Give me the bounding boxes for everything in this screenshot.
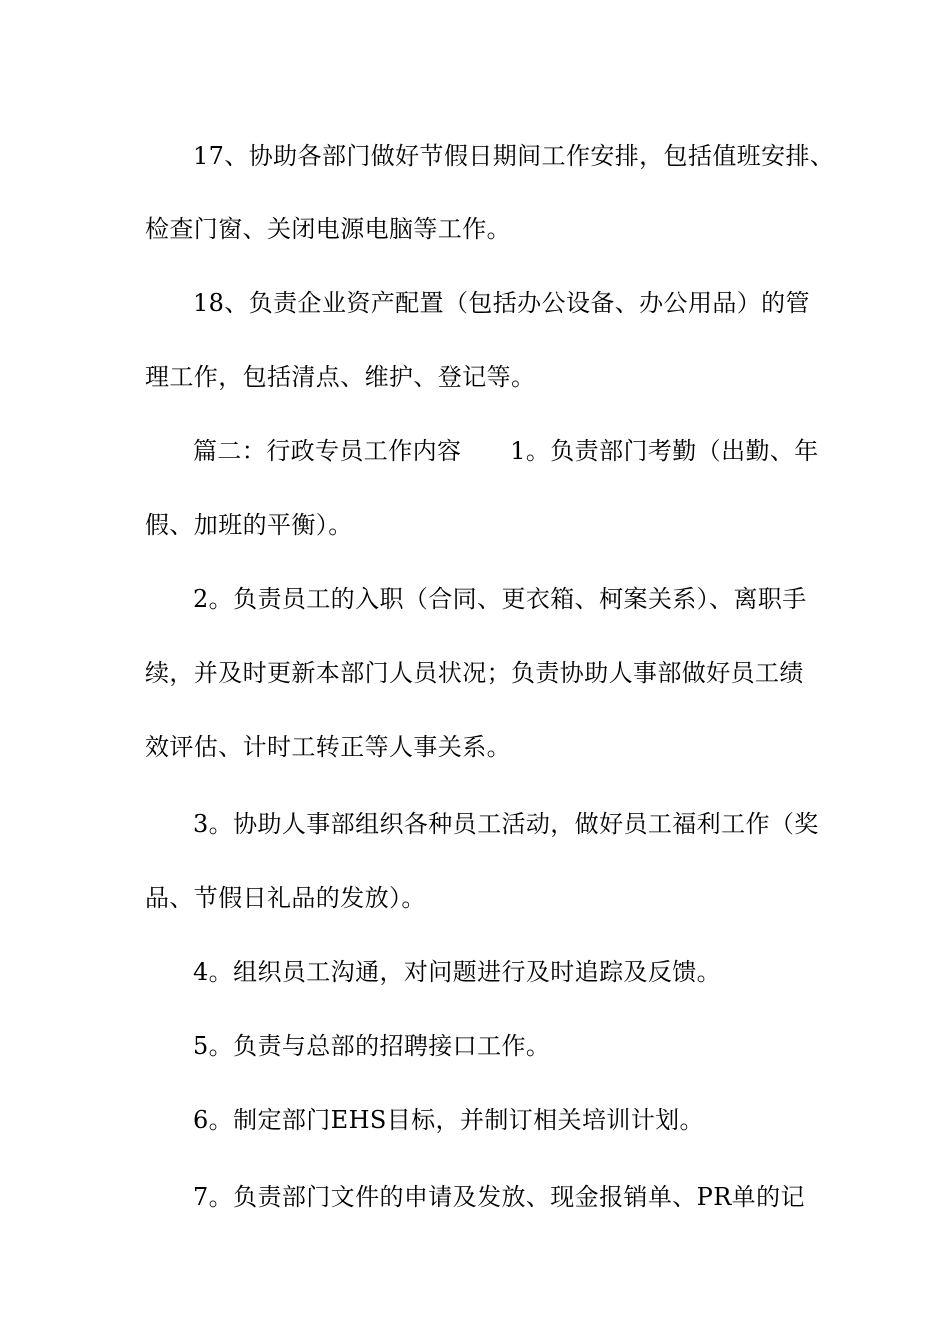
- section-2-heading-line-2: 假、加班的平衡）。: [145, 511, 353, 539]
- item-2-line-3: 效评估、计时工转正等人事关系。: [145, 733, 511, 761]
- paragraph-18-line-1: 18、负责企业资产配置（包括办公设备、办公用品）的管: [193, 289, 810, 317]
- item-4-line-1: 4。组织员工沟通，对问题进行及时追踪及反馈。: [193, 958, 722, 986]
- paragraph-17-line-1: 17、协助各部门做好节假日期间工作安排，包括值班安排、: [193, 142, 835, 170]
- item-7-line-1: 7。负责部门文件的申请及发放、现金报销单、PR单的记: [193, 1183, 805, 1211]
- item-2-line-2: 续，并及时更新本部门人员状况；负责协助人事部做好员工绩: [145, 659, 804, 687]
- item-5-line-1: 5。负责与总部的招聘接口工作。: [193, 1032, 551, 1060]
- item-2-line-1: 2。负责员工的入职（合同、更衣箱、柯案关系）、离职手: [193, 585, 807, 613]
- paragraph-18-line-2: 理工作，包括清点、维护、登记等。: [145, 363, 536, 391]
- item-3-line-1: 3。协助人事部组织各种员工活动，做好员工福利工作（奖: [193, 810, 819, 838]
- section-2-heading-line-1: 篇二：行政专员工作内容 1。负责部门考勤（出勤、年: [193, 437, 819, 465]
- item-6-line-1: 6。制定部门EHS目标，并制订相关培训计划。: [193, 1106, 704, 1134]
- item-3-line-2: 品、节假日礼品的发放）。: [145, 884, 426, 912]
- paragraph-17-line-2: 检查门窗、关闭电源电脑等工作。: [145, 215, 511, 243]
